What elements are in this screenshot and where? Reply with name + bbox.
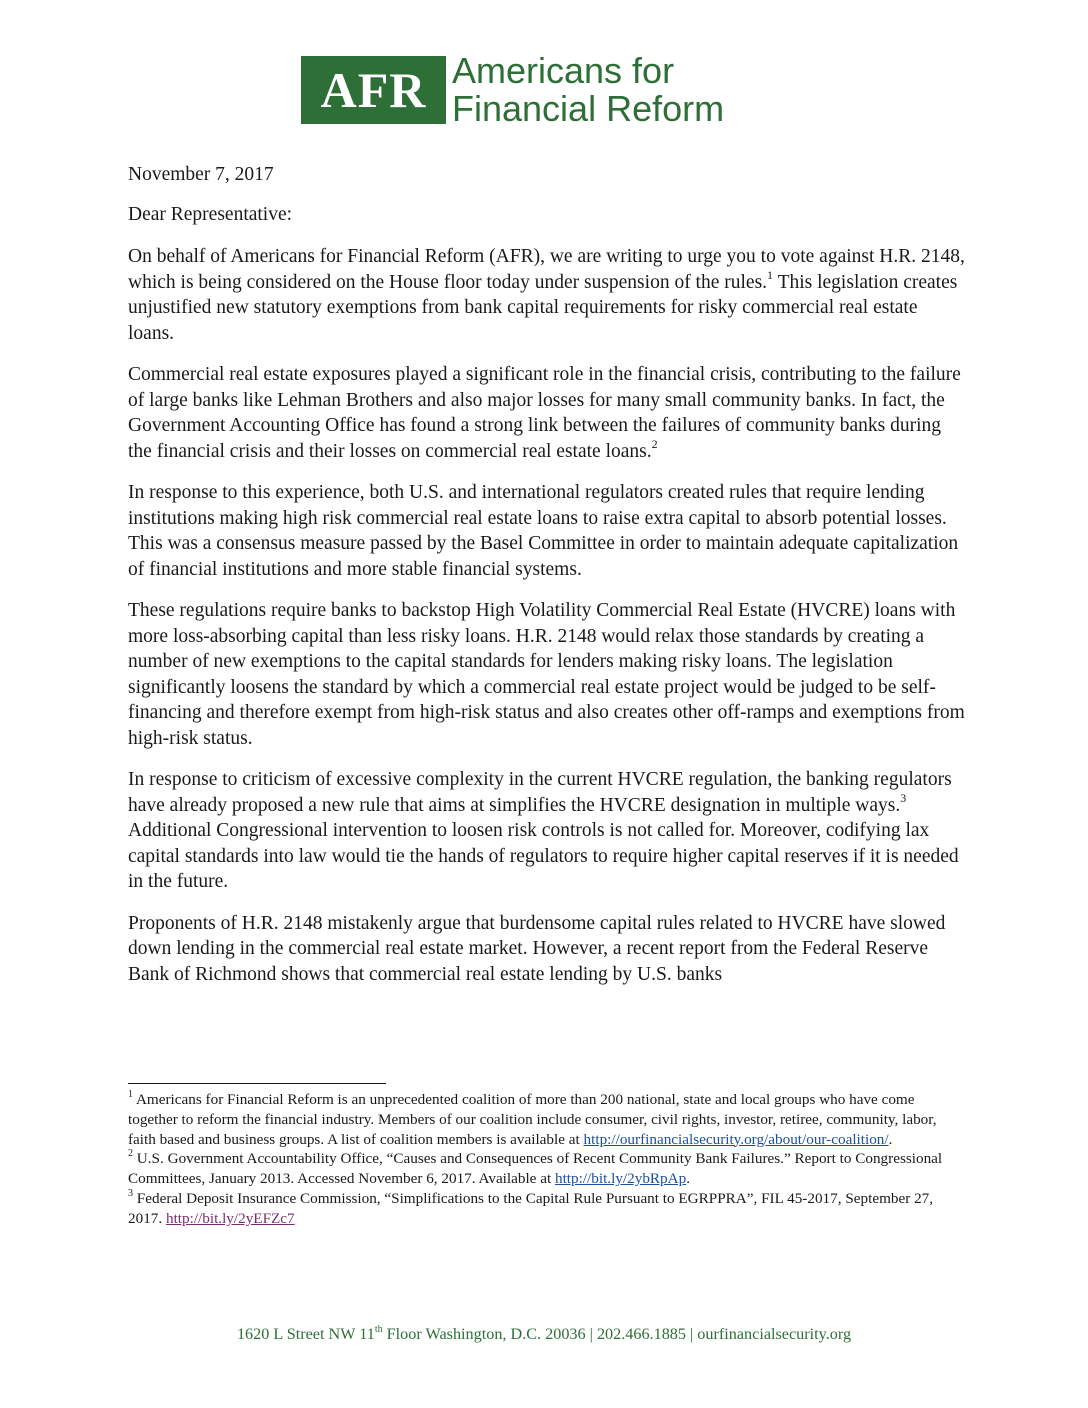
paragraph-1-text-a: On behalf of Americans for Financial Reform (AFR), we are writing to urge you to vote against H.R. 2148, which is being considered on the House floor today under suspension of the rules. xyxy=(128,246,965,293)
footer-address-sup: th xyxy=(374,1323,383,1335)
footnote-3-link[interactable]: http://bit.ly/2yEFZc7 xyxy=(165,1209,295,1227)
afr-logo xyxy=(301,52,724,128)
footer-address-b: Floor Washington, D.C. 20036 | 202.466.1885 | ourfinancialsecurity.org xyxy=(382,1325,852,1343)
paragraph-5 xyxy=(128,767,968,895)
paragraph-1 xyxy=(128,244,968,346)
letter-body xyxy=(128,162,968,1003)
footnote-2-end: . xyxy=(686,1170,690,1188)
footnote-3 xyxy=(128,1189,958,1229)
footnote-1-link[interactable]: http://ourfinancialsecurity.org/about/our-coalition/ xyxy=(583,1130,889,1148)
footnote-3-number: 3 xyxy=(128,1187,133,1199)
paragraph-2 xyxy=(128,362,968,464)
logo-line-2: Financial Reform xyxy=(452,88,725,129)
logo-abbrev: AFR xyxy=(301,56,446,124)
footer-address-a: 1620 L Street NW 11 xyxy=(236,1325,375,1343)
footnote-2 xyxy=(128,1149,958,1189)
paragraph-2-text: Commercial real estate exposures played a significant role in the financial crisis, contributing to the failure of large banks like Lehman Brothers and also major losses for many small community banks. In fact, the Government Accounting Office has found a strong link between the failures of community banks during the financial crisis and their losses on commercial real estate loans. xyxy=(128,364,961,462)
salutation: Dear Representative: xyxy=(128,204,293,225)
footnote-1-end: . xyxy=(888,1130,893,1148)
paragraph-3: In response to this experience, both U.S. and international regulators created rules that require lending institutions making high risk commercial real estate loans to raise extra capital to absorb potential losses. This was a consensus measure passed by the Basel Committee in order to maintain adequate capitalization of financial institutions and more stable financial systems. xyxy=(128,482,959,580)
letter-date: November 7, 2017 xyxy=(128,164,274,185)
footnote-ref-2[interactable]: 2 xyxy=(651,437,658,451)
paragraph-4: These regulations require banks to backstop High Volatility Commercial Real Estate (HVCRE) loans with more loss-absorbing capital than less risky loans. H.R. 2148 would relax those standards by creating a number of new exemptions to the capital standards for lenders making risky loans. The legislation significantly loosens the standard by which a commercial real estate project would be judged to be self-financing and therefore exempt from high-risk status and also creates other off-ramps and exemptions from high-risk status. xyxy=(128,600,965,749)
footnote-ref-1[interactable]: 1 xyxy=(767,268,774,282)
footnote-2-link[interactable]: http://bit.ly/2ybRpAp xyxy=(554,1170,687,1188)
logo-wordmark xyxy=(452,52,724,128)
footnote-divider xyxy=(128,1083,386,1084)
footnote-2-number: 2 xyxy=(128,1148,133,1160)
paragraph-5-text-b: Additional Congressional intervention to loosen risk controls is not called for. Moreover, codifying lax capital standards into law would tie the hands of regulators to require higher capital reserves if it is needed in the future. xyxy=(128,820,959,892)
footnote-3-text: Federal Deposit Insurance Commission, “Simplifications to the Capital Rule Pursuant to EGRPPRA”, FIL 45-2017, September 27, 2017. xyxy=(128,1189,934,1227)
footnotes xyxy=(128,1090,958,1229)
paragraph-6: Proponents of H.R. 2148 mistakenly argue that burdensome capital rules related to HVCRE have slowed down lending in the commercial real estate market. However, a recent report from the Federal Reserve Bank of Richmond shows that commercial real estate lending by U.S. banks xyxy=(128,912,946,985)
page-footer xyxy=(0,1325,1088,1344)
logo-line-1: Americans for xyxy=(452,50,675,91)
paragraph-5-text-a: In response to criticism of excessive complexity in the current HVCRE regulation, the banking regulators have already proposed a new rule that aims at simplifies the HVCRE designation in multiple ways. xyxy=(128,769,952,816)
footnote-2-text: U.S. Government Accountability Office, “Causes and Consequences of Recent Community Bank Failures.” Report to Congressional Committees, January 2013. Accessed November 6, 2017. Available at xyxy=(128,1150,943,1188)
footnote-ref-3[interactable]: 3 xyxy=(900,791,907,805)
footnote-1-text: Americans for Financial Reform is an unprecedented coalition of more than 200 national, state and local groups who have come together to reform the financial industry. Members of our coalition include consumer, civil rights, investor, retiree, community, labor, faith based and business groups. A list of coalition members is available at xyxy=(128,1091,937,1148)
footnote-1 xyxy=(128,1090,958,1149)
paragraph-1-text-b: This legislation creates unjustified new statutory exemptions from bank capital requirements for risky commercial real estate loans. xyxy=(128,271,958,344)
footnote-1-number: 1 xyxy=(128,1088,133,1100)
